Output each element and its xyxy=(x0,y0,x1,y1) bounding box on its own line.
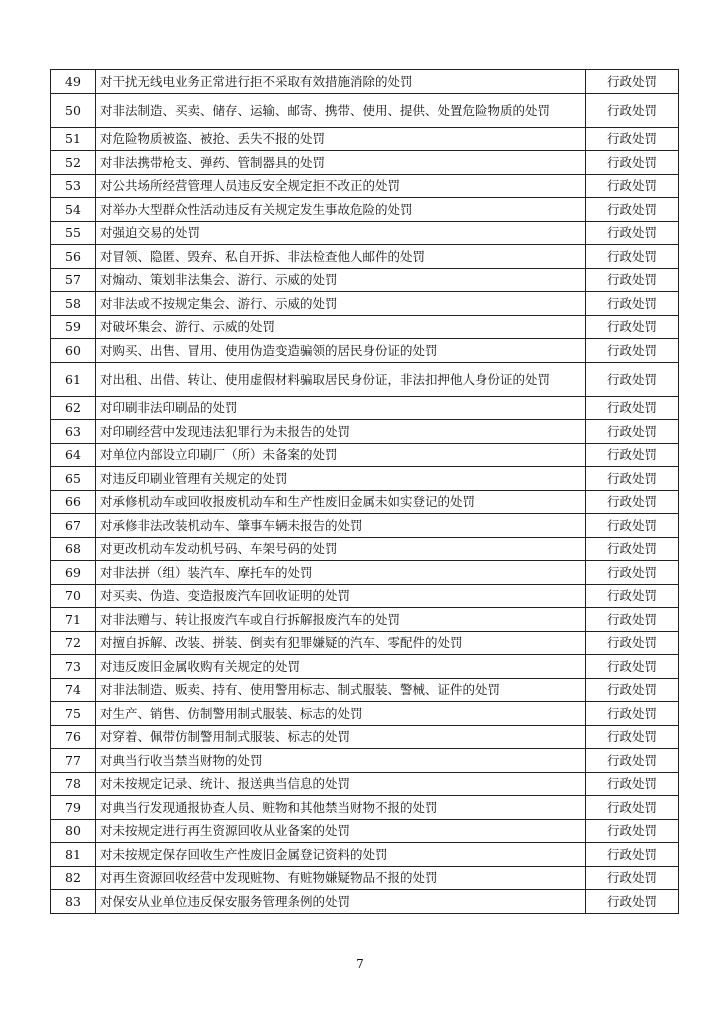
row-item: 对非法制造、贩卖、持有、使用警用标志、制式服装、警械、证件的处罚 xyxy=(96,678,586,702)
row-category: 行政处罚 xyxy=(586,608,679,632)
row-category: 行政处罚 xyxy=(586,796,679,820)
table-row xyxy=(51,151,679,175)
row-category: 行政处罚 xyxy=(586,561,679,585)
row-item: 对冒领、隐匿、毁弃、私自开拆、非法检查他人邮件的处罚 xyxy=(96,245,586,269)
row-number: 68 xyxy=(51,537,96,561)
table-row xyxy=(51,561,679,585)
table-row xyxy=(51,514,679,538)
row-category: 行政处罚 xyxy=(586,362,679,396)
table-row xyxy=(51,866,679,890)
table-row xyxy=(51,127,679,151)
row-number: 83 xyxy=(51,890,96,914)
row-category: 行政处罚 xyxy=(586,339,679,363)
row-number: 69 xyxy=(51,561,96,585)
table-row xyxy=(51,890,679,914)
row-item: 对单位内部设立印刷厂（所）未备案的处罚 xyxy=(96,443,586,467)
row-category: 行政处罚 xyxy=(586,292,679,316)
row-item: 对购买、出售、冒用、使用伪造变造骗领的居民身份证的处罚 xyxy=(96,339,586,363)
table-row xyxy=(51,268,679,292)
table-row xyxy=(51,796,679,820)
table-row xyxy=(51,292,679,316)
table-row xyxy=(51,584,679,608)
row-item: 对典当行发现通报协查人员、赃物和其他禁当财物不报的处罚 xyxy=(96,796,586,820)
row-category: 行政处罚 xyxy=(586,315,679,339)
row-number: 59 xyxy=(51,315,96,339)
table-row xyxy=(51,537,679,561)
row-item: 对买卖、伪造、变造报废汽车回收证明的处罚 xyxy=(96,584,586,608)
row-category: 行政处罚 xyxy=(586,866,679,890)
row-item: 对非法制造、买卖、储存、运输、邮寄、携带、使用、提供、处置危险物质的处罚 xyxy=(96,93,586,127)
table-row xyxy=(51,467,679,491)
row-number: 52 xyxy=(51,151,96,175)
row-number: 78 xyxy=(51,772,96,796)
table-row xyxy=(51,420,679,444)
table-row xyxy=(51,678,679,702)
row-item: 对更改机动车发动机号码、车架号码的处罚 xyxy=(96,537,586,561)
row-category: 行政处罚 xyxy=(586,268,679,292)
row-item: 对煽动、策划非法集会、游行、示威的处罚 xyxy=(96,268,586,292)
table-row xyxy=(51,174,679,198)
row-number: 65 xyxy=(51,467,96,491)
table-row xyxy=(51,362,679,396)
table-row xyxy=(51,655,679,679)
row-item: 对印刷非法印刷品的处罚 xyxy=(96,396,586,420)
row-item: 对再生资源回收经营中发现赃物、有赃物嫌疑物品不报的处罚 xyxy=(96,866,586,890)
row-item: 对危险物质被盗、被抢、丢失不报的处罚 xyxy=(96,127,586,151)
table-row xyxy=(51,339,679,363)
row-category: 行政处罚 xyxy=(586,70,679,94)
table-row xyxy=(51,396,679,420)
row-number: 62 xyxy=(51,396,96,420)
row-item: 对出租、出借、转让、使用虚假材料骗取居民身份证，非法扣押他人身份证的处罚 xyxy=(96,362,586,396)
row-number: 70 xyxy=(51,584,96,608)
row-item: 对破坏集会、游行、示威的处罚 xyxy=(96,315,586,339)
table-row xyxy=(51,819,679,843)
row-category: 行政处罚 xyxy=(586,890,679,914)
row-item: 对穿着、佩带仿制警用制式服装、标志的处罚 xyxy=(96,725,586,749)
row-number: 53 xyxy=(51,174,96,198)
row-category: 行政处罚 xyxy=(586,198,679,222)
table-row xyxy=(51,608,679,632)
row-item: 对未按规定记录、统计、报送典当信息的处罚 xyxy=(96,772,586,796)
row-number: 75 xyxy=(51,702,96,726)
table-row xyxy=(51,198,679,222)
row-number: 57 xyxy=(51,268,96,292)
row-category: 行政处罚 xyxy=(586,631,679,655)
row-item: 对非法拼（组）装汽车、摩托车的处罚 xyxy=(96,561,586,585)
row-number: 67 xyxy=(51,514,96,538)
row-item: 对非法携带枪支、弹药、管制器具的处罚 xyxy=(96,151,586,175)
row-item: 对非法或不按规定集会、游行、示威的处罚 xyxy=(96,292,586,316)
table-row xyxy=(51,631,679,655)
row-category: 行政处罚 xyxy=(586,127,679,151)
table-row xyxy=(51,843,679,867)
row-category: 行政处罚 xyxy=(586,725,679,749)
row-item: 对公共场所经营管理人员违反安全规定拒不改正的处罚 xyxy=(96,174,586,198)
row-category: 行政处罚 xyxy=(586,514,679,538)
row-number: 49 xyxy=(51,70,96,94)
row-item: 对典当行收当禁当财物的处罚 xyxy=(96,749,586,773)
row-category: 行政处罚 xyxy=(586,843,679,867)
row-category: 行政处罚 xyxy=(586,221,679,245)
table-row xyxy=(51,490,679,514)
table-row xyxy=(51,443,679,467)
row-item: 对承修机动车或回收报废机动车和生产性废旧金属未如实登记的处罚 xyxy=(96,490,586,514)
table-row xyxy=(51,315,679,339)
row-category: 行政处罚 xyxy=(586,490,679,514)
row-item: 对违反印刷业管理有关规定的处罚 xyxy=(96,467,586,491)
row-number: 56 xyxy=(51,245,96,269)
row-number: 74 xyxy=(51,678,96,702)
table-row xyxy=(51,772,679,796)
row-category: 行政处罚 xyxy=(586,749,679,773)
row-number: 79 xyxy=(51,796,96,820)
row-number: 73 xyxy=(51,655,96,679)
row-category: 行政处罚 xyxy=(586,245,679,269)
row-number: 63 xyxy=(51,420,96,444)
row-category: 行政处罚 xyxy=(586,420,679,444)
penalty-table xyxy=(50,69,679,914)
row-item: 对未按规定保存回收生产性废旧金属登记资料的处罚 xyxy=(96,843,586,867)
row-number: 55 xyxy=(51,221,96,245)
table-row xyxy=(51,245,679,269)
row-item: 对擅自拆解、改装、拼装、倒卖有犯罪嫌疑的汽车、零配件的处罚 xyxy=(96,631,586,655)
row-number: 58 xyxy=(51,292,96,316)
row-category: 行政处罚 xyxy=(586,467,679,491)
row-category: 行政处罚 xyxy=(586,655,679,679)
row-item: 对违反废旧金属收购有关规定的处罚 xyxy=(96,655,586,679)
row-category: 行政处罚 xyxy=(586,772,679,796)
table-row xyxy=(51,70,679,94)
row-item: 对生产、销售、仿制警用制式服装、标志的处罚 xyxy=(96,702,586,726)
row-number: 61 xyxy=(51,362,96,396)
row-category: 行政处罚 xyxy=(586,174,679,198)
row-number: 80 xyxy=(51,819,96,843)
row-category: 行政处罚 xyxy=(586,443,679,467)
row-number: 54 xyxy=(51,198,96,222)
row-item: 对干扰无线电业务正常进行拒不采取有效措施消除的处罚 xyxy=(96,70,586,94)
row-item: 对印刷经营中发现违法犯罪行为未报告的处罚 xyxy=(96,420,586,444)
row-number: 81 xyxy=(51,843,96,867)
row-item: 对承修非法改装机动车、肇事车辆未报告的处罚 xyxy=(96,514,586,538)
row-category: 行政处罚 xyxy=(586,151,679,175)
row-number: 64 xyxy=(51,443,96,467)
row-number: 77 xyxy=(51,749,96,773)
row-category: 行政处罚 xyxy=(586,396,679,420)
row-item: 对举办大型群众性活动违反有关规定发生事故危险的处罚 xyxy=(96,198,586,222)
row-category: 行政处罚 xyxy=(586,678,679,702)
table-row xyxy=(51,749,679,773)
penalty-table-body xyxy=(51,70,679,914)
row-number: 60 xyxy=(51,339,96,363)
row-number: 76 xyxy=(51,725,96,749)
row-item: 对未按规定进行再生资源回收从业备案的处罚 xyxy=(96,819,586,843)
row-category: 行政处罚 xyxy=(586,819,679,843)
row-item: 对非法赠与、转让报废汽车或自行拆解报废汽车的处罚 xyxy=(96,608,586,632)
table-row xyxy=(51,725,679,749)
row-number: 72 xyxy=(51,631,96,655)
row-number: 66 xyxy=(51,490,96,514)
row-category: 行政处罚 xyxy=(586,584,679,608)
row-category: 行政处罚 xyxy=(586,702,679,726)
row-category: 行政处罚 xyxy=(586,93,679,127)
row-item: 对保安从业单位违反保安服务管理条例的处罚 xyxy=(96,890,586,914)
row-number: 71 xyxy=(51,608,96,632)
page-number: 7 xyxy=(356,957,364,971)
row-category: 行政处罚 xyxy=(586,537,679,561)
row-number: 82 xyxy=(51,866,96,890)
row-number: 50 xyxy=(51,93,96,127)
table-row xyxy=(51,702,679,726)
table-row xyxy=(51,93,679,127)
row-number: 51 xyxy=(51,127,96,151)
table-row xyxy=(51,221,679,245)
row-item: 对强迫交易的处罚 xyxy=(96,221,586,245)
